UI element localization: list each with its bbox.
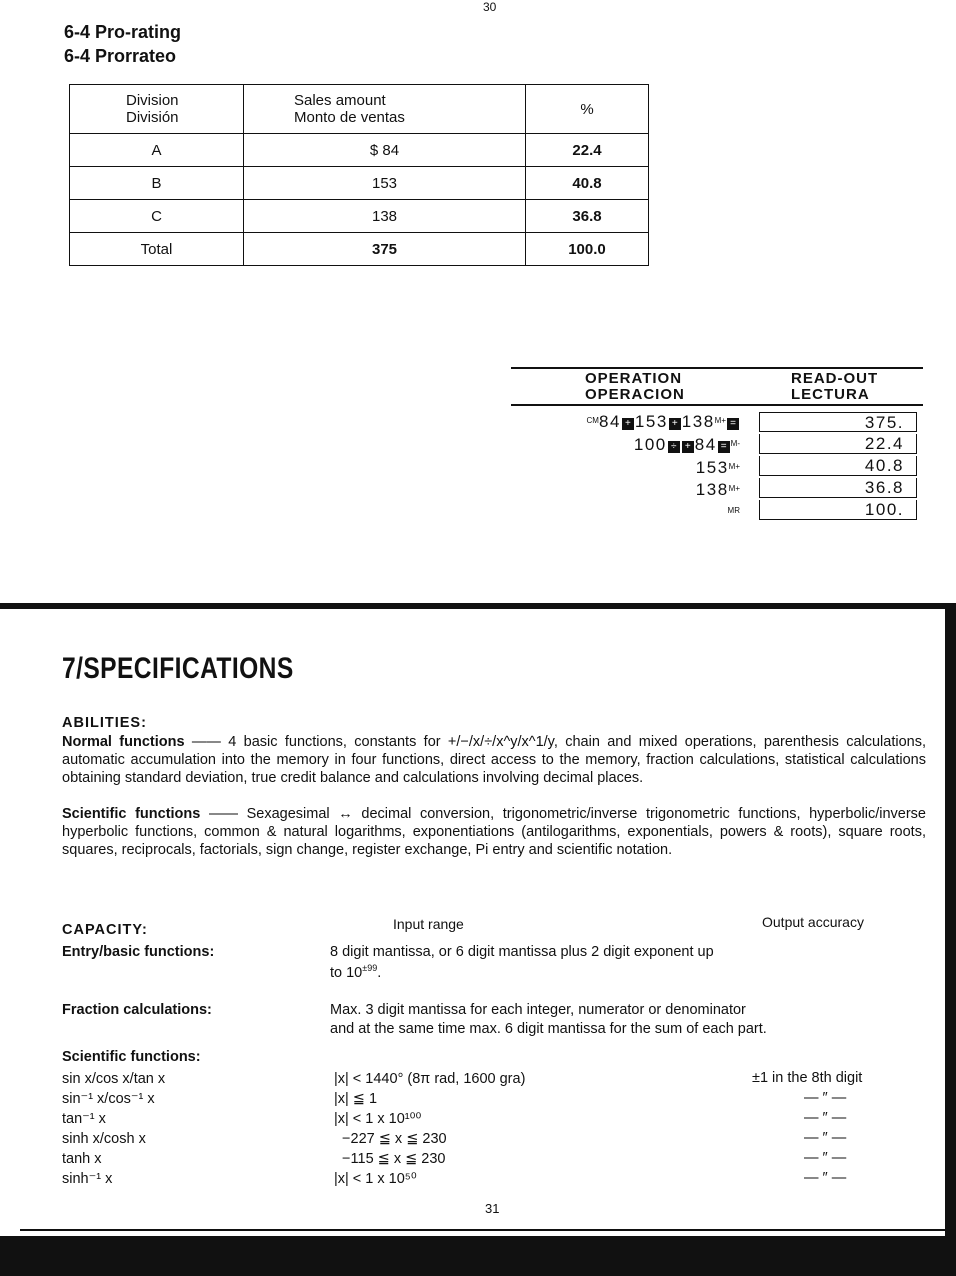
sci-accuracy: ±1 in the 8th digit — [752, 1070, 863, 1086]
m-plus-key-label: M+ — [714, 416, 726, 425]
readout-value: 22.4 — [759, 434, 917, 454]
scientific-label: Scientific functions: — [62, 1049, 201, 1065]
sci-fn: sin⁻¹ x/cos⁻¹ x — [62, 1091, 155, 1107]
fraction-text: Max. 3 digit mantissa for each integer, numerator or denominator — [330, 1002, 746, 1018]
plus-key-icon: + — [682, 441, 694, 453]
m-plus-key-label: M+ — [728, 484, 740, 493]
ops-header-operation: OPERATION OPERACION — [585, 370, 685, 403]
table-row-total — [70, 233, 649, 266]
abilities-label: ABILITIES: — [62, 715, 147, 731]
readout-value: 40.8 — [759, 456, 917, 476]
operation-line-3: $153^{M+}$ — [695, 458, 740, 477]
header-sales: Sales amount Monto de ventas — [244, 85, 526, 134]
sci-range: |x| < 1440° (8π rad, 1600 gra) — [334, 1071, 526, 1087]
sci-accuracy: — ″ — — [804, 1170, 847, 1186]
cell-division: A — [70, 134, 244, 167]
sci-accuracy: — ″ — — [804, 1090, 847, 1106]
m-minus-key-label: M- — [730, 439, 740, 448]
header-percent: % — [526, 85, 649, 134]
entry-functions-label: Entry/basic functions: — [62, 944, 215, 960]
readout-value: 100. — [759, 500, 917, 520]
ops-rule-bottom — [511, 404, 923, 406]
sci-fn: sinh⁻¹ x — [62, 1171, 113, 1187]
operation-line-1: $^{CM}84 + 153 + 138^{M+}$ = — [587, 412, 740, 432]
cell-division: C — [70, 200, 244, 233]
page-number-top: 30 — [483, 0, 497, 14]
sci-accuracy: — ″ — — [804, 1110, 847, 1126]
equals-key-icon: = — [718, 441, 730, 453]
sci-range: |x| < 1 x 10¹⁰⁰ — [334, 1111, 422, 1127]
table-row — [70, 200, 649, 233]
plus-key-icon: + — [669, 418, 681, 430]
fraction-label: Fraction calculations: — [62, 1002, 212, 1018]
section-title-en: 6-4 Pro-rating — [64, 22, 182, 42]
cell-percent: 22.4 — [526, 134, 649, 167]
plus-key-icon: + — [622, 418, 634, 430]
readout-value: 375. — [759, 412, 917, 432]
operation-line-2: 100 ÷ + 84 = $^{M-}$ — [633, 435, 740, 454]
cell-division: B — [70, 167, 244, 200]
cell-sales: 153 — [244, 167, 526, 200]
input-range-header: Input range — [393, 916, 464, 932]
cell-percent: 100.0 — [526, 233, 649, 266]
cell-sales: 138 — [244, 200, 526, 233]
prorating-table — [69, 84, 649, 266]
entry-functions-text-2: to $10^{\pm 99}$. — [330, 963, 382, 981]
page-bottom-band — [0, 1236, 956, 1276]
sci-accuracy: — ″ — — [804, 1150, 847, 1166]
capacity-label: CAPACITY: — [62, 922, 148, 938]
sci-accuracy: — ″ — — [804, 1130, 847, 1146]
operation-line-4: $138^{M+}$ — [695, 480, 740, 499]
table-row — [70, 167, 649, 200]
sci-range: |x| < 1 x 10⁵⁰ — [334, 1171, 417, 1187]
table-header-row — [70, 85, 649, 134]
equals-key-icon: = — [727, 418, 739, 430]
cell-sales: $ 84 — [244, 134, 526, 167]
sci-range: −115 ≦ x ≦ 230 — [334, 1151, 446, 1167]
normal-functions-paragraph: Normal functions —— 4 basic functions, constants for +/−/x/÷/x^y/x^1/y, chain and mixed operations, parenthesis calculations, automatic accumulation into the memory in four functions, direct access to the memory, fraction calculations, statistical calculations obtaining standard deviation, true credit balance and calculations involving decimal places. — [62, 734, 926, 786]
sci-fn: tanh x — [62, 1151, 102, 1167]
entry-functions-text: 8 digit mantissa, or 6 digit mantissa plus 2 digit exponent up — [330, 944, 714, 960]
cell-division: Total — [70, 233, 244, 266]
section-title-es: 6-4 Prorrateo — [64, 46, 177, 66]
output-accuracy-header: Output accuracy — [762, 914, 864, 930]
sci-fn: tan⁻¹ x — [62, 1111, 106, 1127]
page-number-bottom: 31 — [485, 1201, 500, 1216]
m-plus-key-label: M+ — [728, 462, 740, 471]
sci-fn: sinh x/cosh x — [62, 1131, 146, 1147]
cm-key-label: CM — [586, 416, 599, 425]
fraction-text-2: and at the same time max. 6 digit mantissa for the sum of each part. — [330, 1021, 767, 1037]
sci-fn: sin x/cos x/tan x — [62, 1071, 166, 1087]
header-division: Division División — [70, 85, 244, 134]
readout-value: 36.8 — [759, 478, 917, 498]
ops-header-readout: READ-OUT LECTURA — [791, 370, 879, 403]
sci-range: |x| ≦ 1 — [334, 1091, 378, 1107]
cell-percent: 40.8 — [526, 167, 649, 200]
specifications-title: 7/SPECIFICATIONS — [62, 652, 294, 685]
table-row — [70, 134, 649, 167]
divide-key-icon: ÷ — [668, 441, 680, 453]
sci-range: −227 ≦ x ≦ 230 — [334, 1131, 447, 1147]
cell-percent: 36.8 — [526, 200, 649, 233]
bottom-rule — [20, 1229, 945, 1231]
page-divider-band — [0, 603, 956, 609]
scientific-functions-paragraph: Scientific functions —— Sexagesimal ↔ decimal conversion, trigonometric/inverse trigonometric functions, hyperbolic/inverse hyperbolic functions, common & natural logarithms, exponentiations (antilogarithms, exponentials, powers & roots), square roots, squares, reciprocals, factorials, sign change, register exchange, Pi entry and scientific notation. — [62, 806, 926, 858]
ops-rule-top — [511, 367, 923, 369]
cell-sales: 375 — [244, 233, 526, 266]
mr-key-label: MR — [727, 506, 740, 515]
operation-line-5 — [728, 502, 740, 522]
page-right-frame — [945, 603, 956, 1276]
